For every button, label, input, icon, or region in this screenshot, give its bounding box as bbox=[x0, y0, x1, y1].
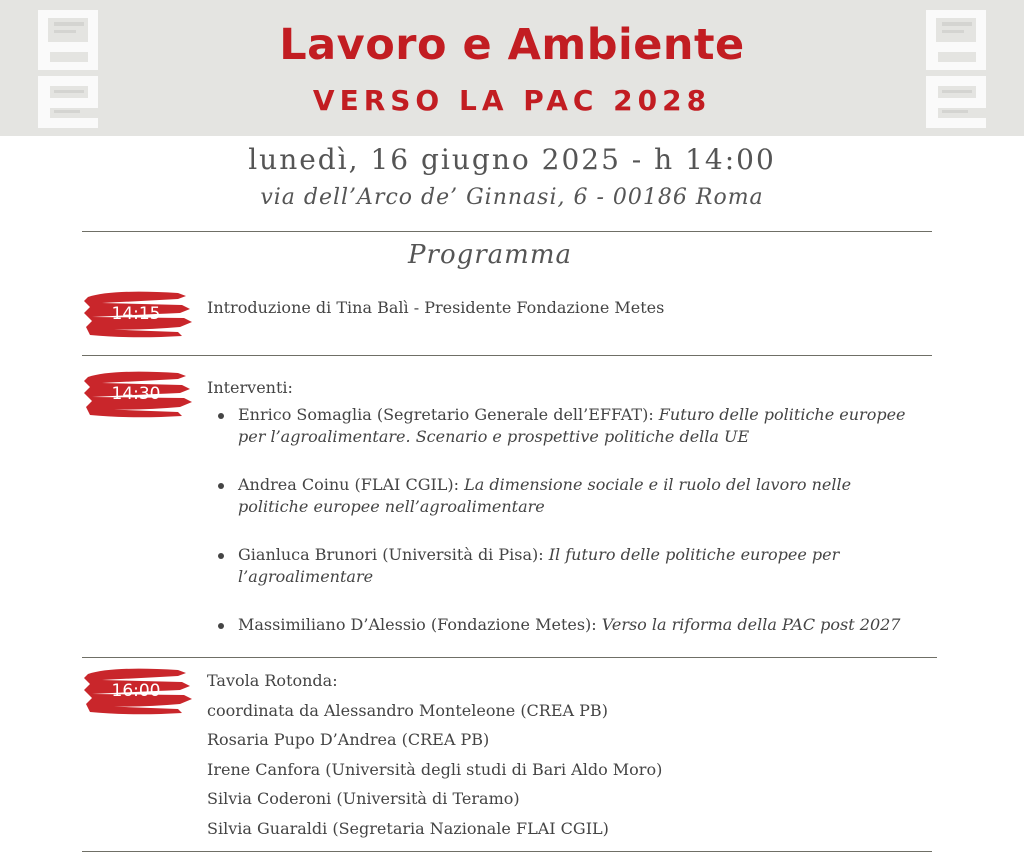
speaker-list bbox=[218, 404, 908, 636]
list-item: Silvia Coderoni (Università di Teramo) bbox=[207, 789, 520, 808]
divider-bottom bbox=[82, 851, 932, 852]
list-item: Silvia Guaraldi (Segretaria Nazionale FLAI CGIL) bbox=[207, 818, 609, 838]
list-item bbox=[218, 404, 908, 448]
event-subtitle: VERSO LA PAC 2028 bbox=[312, 84, 712, 117]
time-badge-1415 bbox=[82, 287, 194, 341]
divider-2 bbox=[82, 657, 937, 658]
list-item bbox=[218, 614, 908, 636]
divider-top bbox=[82, 231, 932, 232]
session-intro-text: Introduzione di Tina Balì - Presidente Fondazione Metes bbox=[207, 298, 665, 317]
session-interventi-label: Interventi: bbox=[207, 378, 293, 397]
divider-1 bbox=[82, 355, 932, 356]
talk-title: La dimensione sociale e il ruolo del lavoro nelle politiche europee nell’agroalimentare bbox=[238, 475, 852, 516]
event-title: Lavoro e Ambiente bbox=[279, 20, 745, 70]
talk-title: Verso la riforma della PAC post 2027 bbox=[601, 615, 901, 634]
event-date-time: lunedì, 16 giugno 2025 - h 14:00 bbox=[248, 143, 776, 176]
time-badge-1430 bbox=[82, 367, 194, 421]
header-band bbox=[0, 0, 1024, 136]
speaker-name: Massimiliano D’Alessio (Fondazione Metes): bbox=[238, 615, 602, 634]
speaker-name: Enrico Somaglia (Segretario Generale dell’EFFAT): bbox=[238, 405, 659, 424]
time-badge-1600 bbox=[82, 664, 194, 718]
time-label: 14:30 bbox=[111, 384, 161, 404]
event-venue: via dell’Arco de’ Ginnasi, 6 - 00186 Roma bbox=[260, 185, 764, 210]
program-heading: Programma bbox=[408, 240, 572, 270]
speaker-name: Andrea Coinu (FLAI CGIL): bbox=[238, 475, 465, 494]
round-table-list bbox=[207, 670, 662, 847]
list-item bbox=[218, 474, 908, 518]
round-table-label: Tavola Rotonda: bbox=[207, 671, 338, 690]
talk-title: Futuro delle politiche europee per l’agroalimentare. Scenario e prospettive politiche della UE bbox=[238, 405, 906, 446]
list-item: Rosaria Pupo D’Andrea (CREA PB) bbox=[207, 730, 490, 749]
time-label: 16:00 bbox=[111, 681, 161, 701]
list-item: coordinata da Alessandro Monteleone (CREA PB) bbox=[207, 700, 608, 720]
list-item: Irene Canfora (Università degli studi di Bari Aldo Moro) bbox=[207, 759, 663, 779]
time-label: 14:15 bbox=[111, 304, 161, 324]
list-item bbox=[218, 544, 908, 588]
speaker-name: Gianluca Brunori (Università di Pisa): bbox=[238, 545, 549, 564]
talk-title: Il futuro delle politiche europee per l’agroalimentare bbox=[238, 545, 840, 586]
